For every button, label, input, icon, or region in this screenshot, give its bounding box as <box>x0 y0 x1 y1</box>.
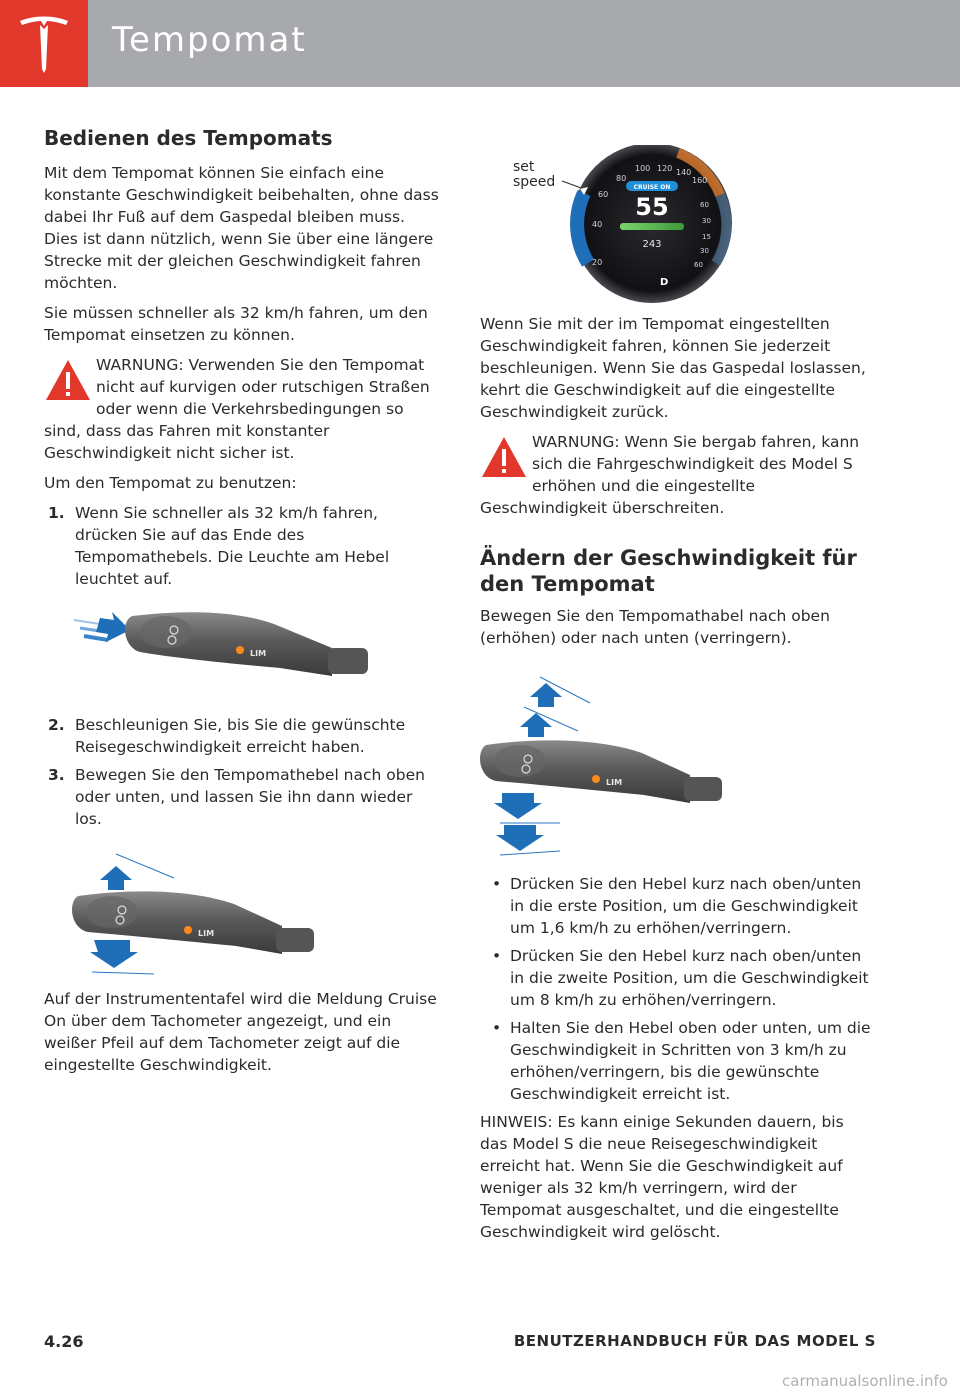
section-heading: Bedienen des Tempomats <box>44 126 333 150</box>
steps-list <box>44 502 440 590</box>
gauge-right-tick: 15 <box>702 233 711 241</box>
list-item <box>44 502 440 590</box>
gauge-tick: 120 <box>657 164 673 173</box>
warning-text: WARNUNG: Verwenden Sie den Tempomat nicht auf kurvigen oder rutschigen Straßen oder wenn die Verkehrsbedingungen so sind, dass das Fahren mit konstanter Geschwindigkeit nicht sicher ist. <box>44 356 430 462</box>
list-item: • Drücken Sie den Hebel kurz nach oben/unten in die zweite Position, um die Geschwindigkeit um 8 km/h zu erhöhen/verringern. <box>492 947 869 1009</box>
lever-updown-illustration <box>44 850 440 980</box>
watermark: carmanualsonline.info <box>782 1372 948 1390</box>
speed-requirement-paragraph: Sie müssen schneller als 32 km/h fahren, um den Tempomat einsetzen zu können. <box>44 304 428 344</box>
steps-list-cont <box>44 714 440 830</box>
gauge-speed: 55 <box>635 193 669 221</box>
up-arrow-icon <box>520 713 552 737</box>
set-label: set <box>513 159 535 175</box>
list-item: • Halten Sie den Hebel oben oder unten, um die Geschwindigkeit in Schritten von 3 km/h zu erhöhen/verringern, bis die gewünschte Geschwindigkeit erreicht ist. <box>492 1019 871 1103</box>
up-arrow-icon <box>530 683 562 707</box>
list-item <box>44 764 440 830</box>
down-arrow-icon <box>496 825 544 851</box>
gauge-tick: 40 <box>592 220 603 229</box>
speed-label: speed <box>513 174 556 190</box>
speedometer-figure <box>480 145 876 303</box>
gauge-tick: 160 <box>692 176 708 185</box>
step-number: 2. <box>48 716 65 734</box>
lever-two-step-illustration <box>480 671 876 861</box>
lever-lim-label: LIM <box>606 778 623 787</box>
list-item: • Drücken Sie den Hebel kurz nach oben/unten in die erste Position, um die Geschwindigkeit um 1,6 km/h zu erhöhen/verringern. <box>492 875 862 937</box>
bullet-text: Halten Sie den Hebel oben oder unten, um die Geschwindigkeit in Schritten von 3 km/h zu erhöhen/verringern, bis die gewünschte Geschwindigkeit erreicht ist. <box>510 1019 871 1103</box>
down-arrow-icon <box>90 940 138 968</box>
step-text: Bewegen Sie den Tempomathebel nach oben oder unten, und lassen Sie ihn dann wieder los. <box>75 766 425 828</box>
steps-intro: Um den Tempomat zu benutzen: <box>44 474 297 492</box>
page-title: Tempomat <box>112 20 307 60</box>
lever-press-figure <box>44 602 440 706</box>
page-header <box>0 0 960 87</box>
warning-triangle-icon <box>480 435 528 479</box>
lever-two-step-figure <box>480 671 876 861</box>
cruise-on-paragraph: Auf der Instrumententafel wird die Meldung Cruise On über dem Tachometer angezeigt, und ein weißer Pfeil auf dem Tachometer zeigt auf die eingestellte Geschwindigkeit. <box>44 990 437 1074</box>
bullet-text: Drücken Sie den Hebel kurz nach oben/unten in die zweite Position, um die Geschwindigkeit um 8 km/h zu erhöhen/verringern. <box>510 947 869 1009</box>
manual-title: BENUTZERHANDBUCH FÜR DAS MODEL S <box>513 1332 876 1350</box>
list-item <box>44 714 440 758</box>
tesla-logo-icon <box>16 15 72 73</box>
lever-press-illustration <box>44 602 440 706</box>
gauge-tick: 140 <box>676 168 692 177</box>
gauge-tick: 100 <box>635 164 651 173</box>
gauge-range: 243 <box>642 239 662 250</box>
gauge-right-tick: 30 <box>702 217 711 225</box>
gauge-right-tick: 60 <box>700 201 709 209</box>
gauge-tick: 80 <box>616 174 627 183</box>
cruise-on-badge: CRUISE ON <box>633 184 671 191</box>
up-arrow-icon <box>100 866 132 890</box>
gauge-gear: D <box>660 277 669 288</box>
gauge-right-tick: 60 <box>694 261 703 269</box>
step-text: Wenn Sie schneller als 32 km/h fahren, drücken Sie auf das Ende des Tempomathebels. Die Leuchte am Hebel leuchtet auf. <box>75 504 390 588</box>
warning-block <box>44 354 440 464</box>
logo-box <box>0 0 88 87</box>
gauge-right-tick: 30 <box>700 247 709 255</box>
warning-triangle-icon <box>44 358 92 402</box>
step-text: Beschleunigen Sie, bis Sie die gewünschte Reisegeschwindigkeit erreicht haben. <box>75 716 406 756</box>
left-column <box>44 124 440 1084</box>
gauge-tick: 60 <box>598 190 609 199</box>
note-paragraph: HINWEIS: Es kann einige Sekunden dauern, bis das Model S die neue Reisegeschwindigkeit erreicht hat. Wenn Sie die Geschwindigkeit auf weniger als 32 km/h verringern, wird der Tempomat ausgeschaltet, und die eingestellte Geschwindigkeit wird gelöscht. <box>480 1113 844 1241</box>
lever-lim-label: LIM <box>250 649 267 658</box>
lever-lim-label: LIM <box>198 929 215 938</box>
section-heading-2: Ändern der Geschwindigkeit für den Tempomat <box>480 546 857 596</box>
step-number: 3. <box>48 766 65 784</box>
speedometer-illustration <box>480 145 876 303</box>
step-number: 1. <box>48 504 65 522</box>
warning-block <box>480 431 876 519</box>
gauge-tick: 20 <box>592 258 603 267</box>
lever-updown-figure <box>44 850 440 980</box>
warning-text: WARNUNG: Wenn Sie bergab fahren, kann sich die Fahrgeschwindigkeit des Model S erhöhen und die eingestellte Geschwindigkeit überschreiten. <box>480 433 860 517</box>
bullet-list <box>480 873 876 1105</box>
right-column <box>480 145 876 1251</box>
bullet-text: Drücken Sie den Hebel kurz nach oben/unten in die erste Position, um die Geschwindigkeit um 1,6 km/h zu erhöhen/verringern. <box>510 875 862 937</box>
down-arrow-icon <box>494 793 542 819</box>
page-number: 4.26 <box>44 1332 84 1351</box>
adjust-paragraph: Bewegen Sie den Tempomathabel nach oben (erhöhen) oder nach unten (verringern). <box>480 607 830 647</box>
accelerate-paragraph: Wenn Sie mit der im Tempomat eingestellten Geschwindigkeit fahren, können Sie jederzeit beschleunigen. Wenn Sie das Gaspedal loslassen, kehrt die Geschwindigkeit auf die eingestellte Geschwindigkeit zurück. <box>480 315 866 421</box>
intro-paragraph: Mit dem Tempomat können Sie einfach eine konstante Geschwindigkeit beibehalten, ohne dass dabei Ihr Fuß auf dem Gaspedal bleiben muss. Dies ist dann nützlich, wenn Sie über eine längere Strecke mit der gleichen Geschwindigkeit fahren möchten. <box>44 164 439 292</box>
